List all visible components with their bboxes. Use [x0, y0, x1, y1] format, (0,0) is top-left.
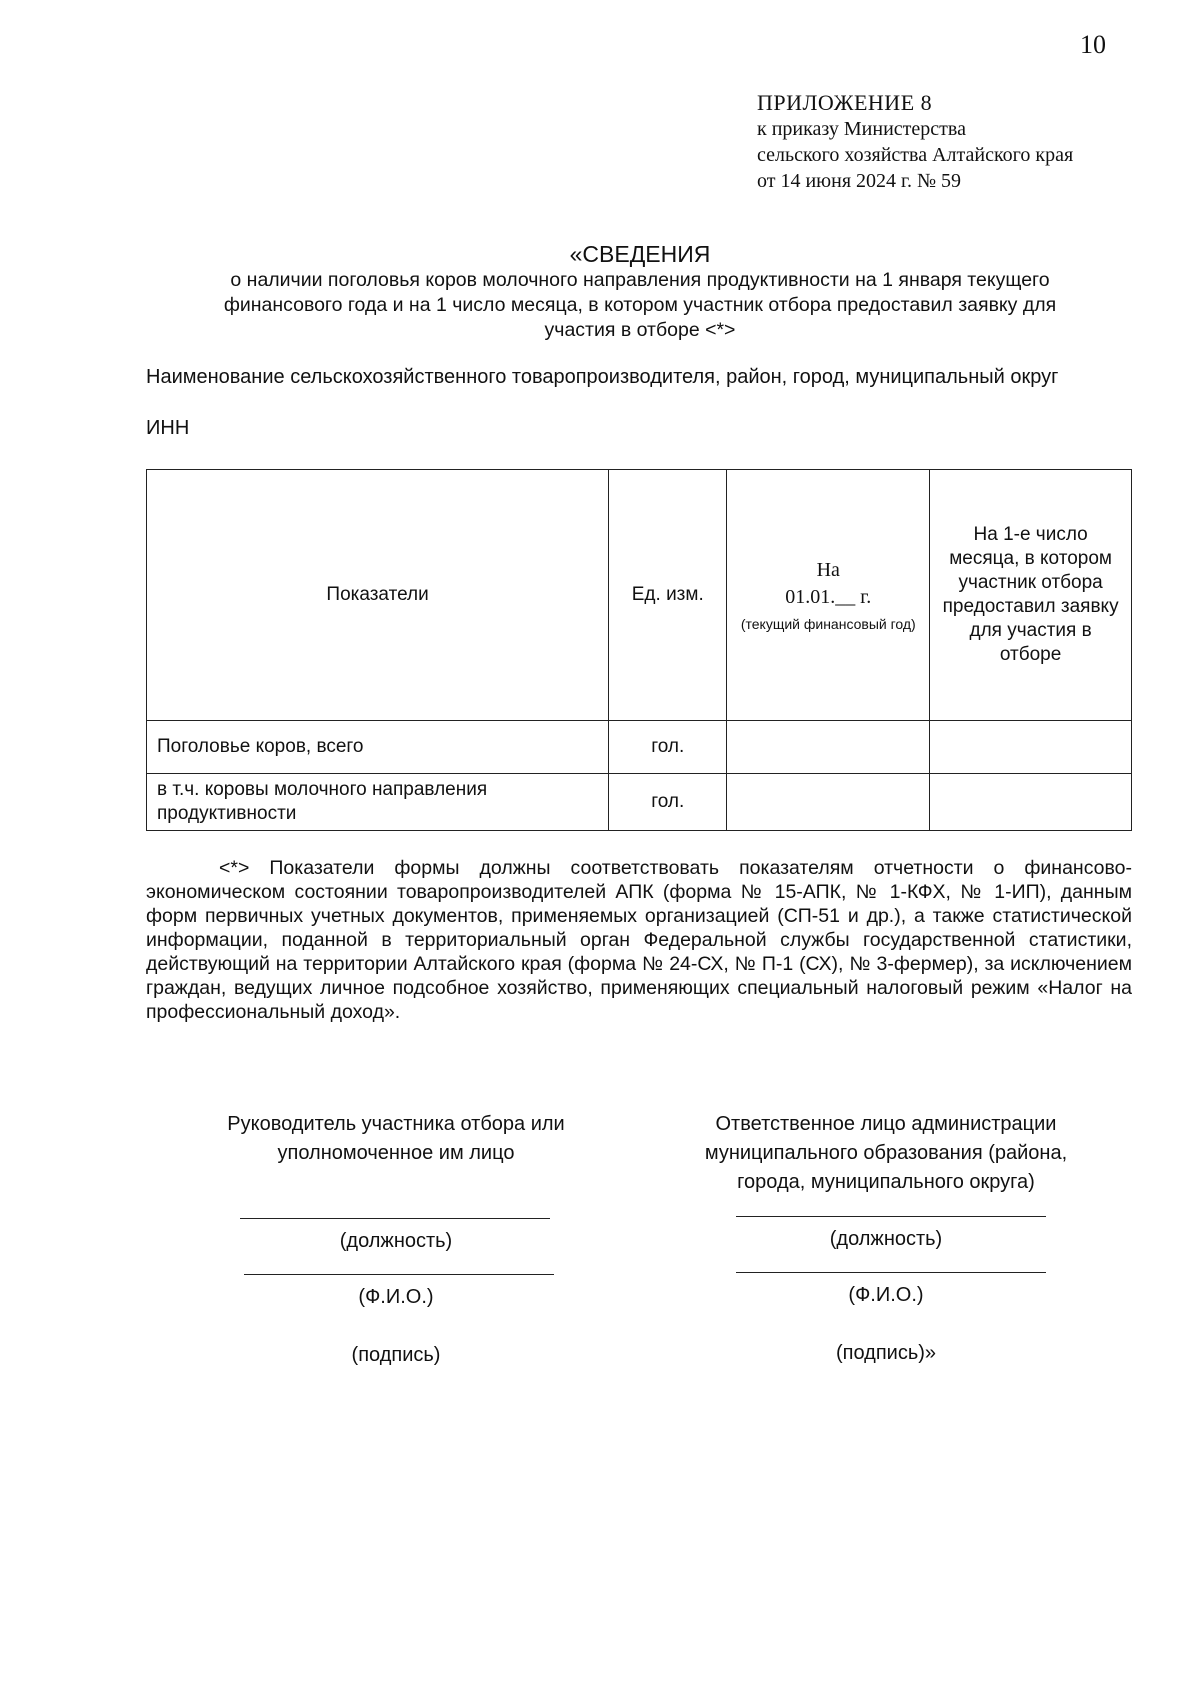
form-subtitle-line: участия в отборе <*>	[544, 319, 736, 341]
header-month-first: На 1-е число месяца, в котором участник отбора предоставил заявку для участия в отборе	[930, 470, 1132, 721]
appendix-block	[757, 90, 1073, 194]
header-unit: Ед. изм.	[609, 470, 727, 721]
table-row	[147, 721, 1132, 774]
appendix-line: сельского хозяйства Алтайского края	[757, 144, 1074, 166]
livestock-table	[146, 469, 1132, 831]
signatory-title-line: уполномоченное им лицо	[277, 1142, 515, 1164]
signatory-title-line: муниципального образования (района,	[704, 1142, 1068, 1164]
position-line[interactable]	[736, 1216, 1046, 1217]
position-line[interactable]	[240, 1218, 550, 1219]
form-subtitle-line: финансового года и на 1 число месяца, в котором участник отбора предоставил заявку для	[223, 294, 1057, 316]
signature-block-right	[676, 1110, 1096, 1380]
position-caption: (должность)	[339, 1230, 453, 1252]
form-title: «СВЕДЕНИЯ	[569, 241, 711, 267]
signature-caption: (подпись)»	[835, 1342, 937, 1364]
inn-label: ИНН	[146, 417, 190, 439]
name-line[interactable]	[244, 1274, 554, 1275]
appendix-line: от 14 июня 2024 г. № 59	[757, 170, 962, 192]
position-caption: (должность)	[829, 1228, 943, 1250]
name-caption: (Ф.И.О.)	[848, 1284, 924, 1306]
form-subtitle-line: о наличии поголовья коров молочного направления продуктивности на 1 января текущего	[230, 269, 1050, 291]
row-month-first-value[interactable]	[930, 774, 1132, 831]
name-caption: (Ф.И.О.)	[358, 1286, 434, 1308]
producer-name-label: Наименование сельскохозяйственного товаропроизводителя, район, город, муниципальный округ	[146, 366, 1059, 388]
row-indicator: Поголовье коров, всего	[147, 721, 609, 774]
name-line[interactable]	[736, 1272, 1046, 1273]
header-indicators: Показатели	[147, 470, 609, 721]
header-jan1-line2: 01.01.__ г.	[785, 586, 872, 608]
form-heading	[140, 240, 1140, 343]
header-jan1-note: (текущий финансовый год)	[740, 616, 916, 632]
table-row	[147, 774, 1132, 831]
row-unit: гол.	[609, 721, 727, 774]
row-unit: гол.	[609, 774, 727, 831]
signatory-title-line: Ответственное лицо администрации	[715, 1113, 1057, 1135]
table-header-row	[147, 470, 1132, 721]
signature-block-left	[196, 1110, 596, 1380]
row-jan1-value[interactable]	[727, 721, 930, 774]
page-number: 10	[1080, 30, 1106, 59]
signatory-title-line: Руководитель участника отбора или	[227, 1113, 565, 1135]
appendix-title: ПРИЛОЖЕНИЕ 8	[757, 90, 933, 115]
header-jan1-line1: На	[816, 559, 840, 581]
appendix-line: к приказу Министерства	[757, 118, 966, 140]
footnote: <*> Показатели формы должны соответствовать показателям отчетности о финансово-экономическом состоянии товаропроизводителей АПК (форма № 15-АПК, № 1-КФХ, № 1-ИП), данным форм первичных учетных документов, применяемых организацией (СП-51 и др.), а также статистической информации, поданной в территориальный орган Федеральной службы государственной статистики, действующий на территории Алтайского края (форма № 24-СХ, № П-1 (СХ), № 3-фермер), за исключением граждан, ведущих личное подсобное хозяйство, применяющих специальный налоговый режим «Налог на профессиональный доход».	[146, 857, 1132, 1023]
row-indicator: в т.ч. коровы молочного направления продуктивности	[147, 774, 609, 831]
row-month-first-value[interactable]	[930, 721, 1132, 774]
signatory-title-line: города, муниципального округа)	[737, 1171, 1035, 1193]
header-jan1	[727, 470, 930, 721]
row-jan1-value[interactable]	[727, 774, 930, 831]
signature-caption: (подпись)	[351, 1344, 441, 1366]
